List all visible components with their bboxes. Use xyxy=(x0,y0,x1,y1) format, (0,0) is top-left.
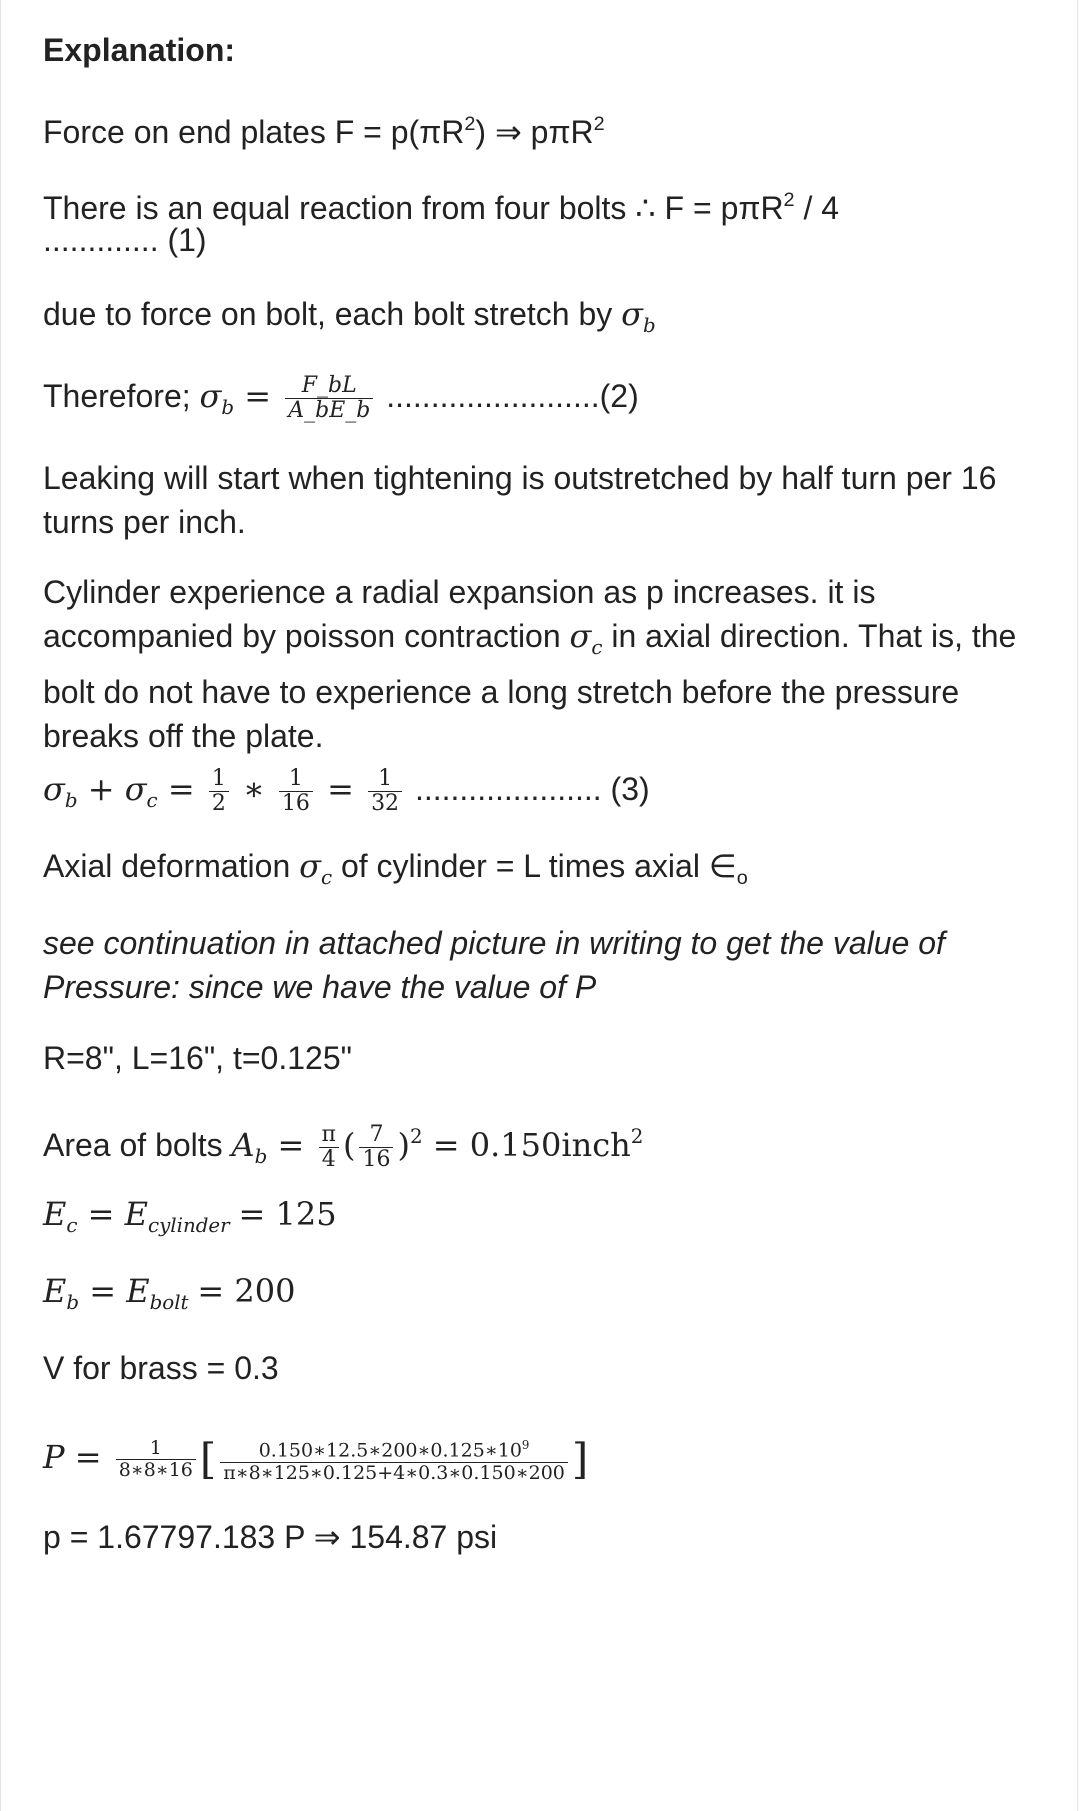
area-equation: Area of bolts $A_b$ = $\frac{\pi}{4}$ ( $\frac{7}{16}$ )$^2$ = 0.150inch$^2$ xyxy=(43,1121,644,1172)
force-line: Force on end plates $F = p(\pi R^2)$ ⇒ pπR$^2$ xyxy=(43,113,605,150)
result-line: p = 1.67797.183 P ⇒ 154.87 psi xyxy=(43,1519,498,1555)
equation-3: $\sigma_b + \sigma_c$ = $\frac{1}{2}$ ∗ $\frac{1}{16}$ = $\frac{1}{32}$ ..................... (3) xyxy=(43,766,650,817)
continuation-note: see continuation in attached picture in writing to get the value of Pressure: since we have the value of P xyxy=(43,925,945,1005)
given-values: R=8", L=16", t=0.125" xyxy=(43,1040,352,1076)
eb-equation: $E_b = E_{bolt} = 200$ xyxy=(43,1272,296,1314)
ec-equation: $E_c = E_{cylinder} = 125$ xyxy=(43,1195,337,1237)
leaking-paragraph: Leaking will start when tightening is outstretched by half turn per 16 turns per inch. xyxy=(43,460,997,540)
cylinder-paragraph: Cylinder experience a radial expansion as p increases. it is accompanied by poisson contraction $\sigma_c$ in axial direction. That is, the bolt do not have to experience a long stretch before the pressure breaks off the plate. xyxy=(43,574,1017,754)
axial-line: Axial deformation $\sigma_c$ of cylinder = L times axial $\in_o$ xyxy=(43,847,748,889)
bolts-line-ref: ............. (1) xyxy=(43,222,207,258)
equation-2: Therefore; $\sigma_b$ = $\frac{F\_bL}{A\_bE\_b}$ ........................(2) xyxy=(43,373,639,424)
poisson-line: V for brass = 0.3 xyxy=(43,1350,279,1386)
pressure-equation: P = $\frac{1}{8∗8∗16}$ [ $\frac{0.150∗12.5∗200∗0.125∗10^9}{\pi∗8∗125∗0.125+4∗0.3∗0.150∗200}$ ] xyxy=(43,1434,589,1484)
bolts-line: There is an equal reaction from four bolts ∴ F = pπR$^2$ / 4 xyxy=(43,189,840,226)
explanation-heading: Explanation: xyxy=(43,32,236,68)
stretch-line: due to force on bolt, each bolt stretch by $\sigma_b$ xyxy=(43,295,656,337)
eq2-fraction: $\frac{F\_bL}{A\_bE\_b}$ xyxy=(285,374,373,423)
